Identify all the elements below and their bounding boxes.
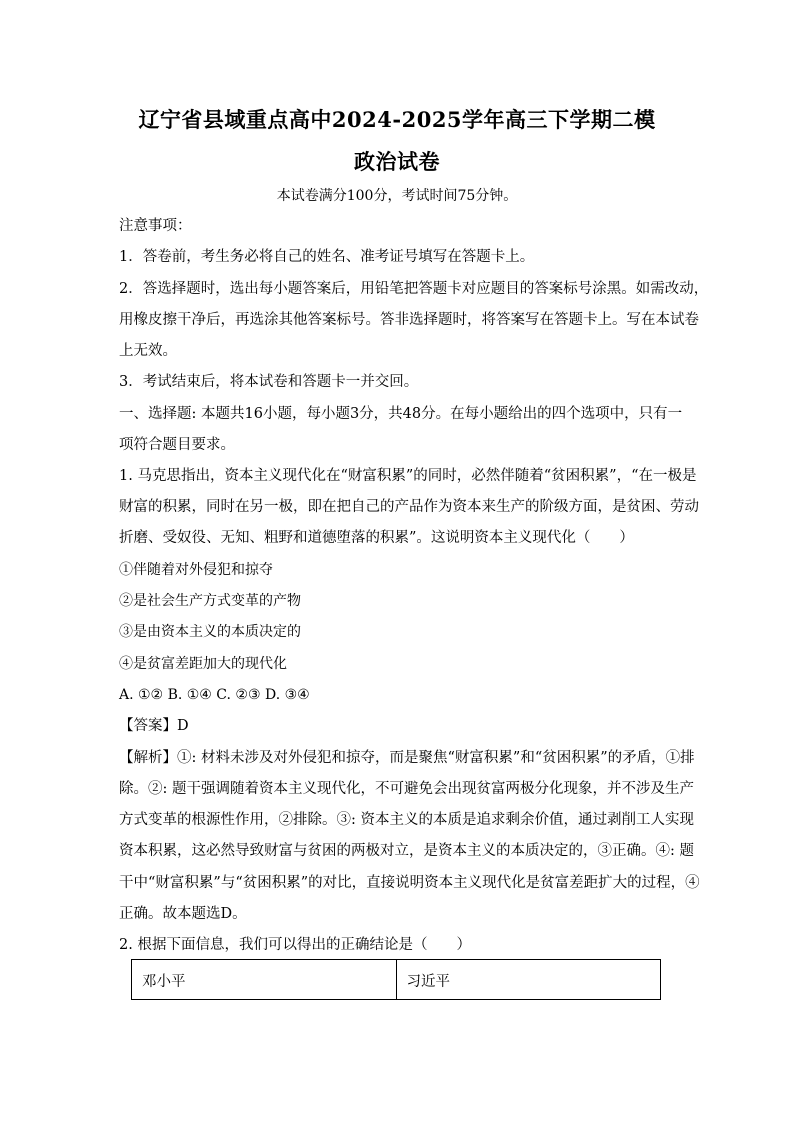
question-1-option-1: ①伴随着对外侵犯和掠夺 bbox=[119, 562, 273, 578]
question-1-answer: 【答案】D bbox=[119, 718, 189, 734]
question-1-explanation-line-6: 正确。故本题选D。 bbox=[119, 906, 247, 922]
section-heading-line-1: 一、选择题: 本题共16小题，每小题3分，共48分。在每小题给出的四个选项中，只有一 bbox=[119, 406, 683, 422]
question-1-explanation-line-3: 方式变革的根源性作用，②排除。③: 资本主义的本质是追求剩余价值，通过剥削工人实现 bbox=[119, 812, 694, 828]
table-cell-deng-xiaoping: 邓小平 bbox=[142, 974, 186, 990]
note-item-1: 1．答卷前，考生务必将自己的姓名、准考证号填写在答题卡上。 bbox=[119, 249, 535, 265]
table-cell-xi-jinping: 习近平 bbox=[396, 960, 661, 999]
question-2-table bbox=[131, 959, 661, 1000]
note-item-2-line-1: 2．答选择题时，选出每小题答案后，用铅笔把答题卡对应题目的答案标号涂黑。如需改动， bbox=[119, 281, 709, 297]
question-2-stem: 2. 根据下面信息，我们可以得出的正确结论是（ ） bbox=[119, 937, 471, 953]
question-1-explanation-line-2: 除。②: 题干强调随着资本主义现代化，不可避免会出现贫富两极分化现象，并不涉及生产 bbox=[119, 781, 694, 797]
question-1-explanation-line-1: 【解析】①: 材料未涉及对外侵犯和掠夺，而是聚焦“财富积累”和“贫困积累”的矛盾，①排 bbox=[119, 750, 695, 766]
note-item-2-line-2: 用橡皮擦干净后，再选涂其他答案标号。答非选择题时，将答案写在答题卡上。写在本试卷 bbox=[119, 312, 699, 328]
exam-info: 本试卷满分100分，考试时间75分钟。 bbox=[276, 188, 518, 204]
question-1-option-2: ②是社会生产方式变革的产物 bbox=[119, 593, 301, 609]
note-item-2-line-3: 上无效。 bbox=[119, 343, 177, 359]
question-1-choices: A. ①② B. ①④ C. ②③ D. ③④ bbox=[119, 687, 310, 703]
note-item-3: 3．考试结束后，将本试卷和答题卡一并交回。 bbox=[119, 374, 419, 390]
question-1-stem-line-3: 折磨、受奴役、无知、粗野和道德堕落的积累”。这说明资本主义现代化（ ） bbox=[119, 530, 634, 546]
question-1-stem-line-1: 1. 马克思指出，资本主义现代化在“财富积累”的同时，必然伴随着“贫困积累”，“在一极是 bbox=[119, 468, 697, 484]
question-1-option-3: ③是由资本主义的本质决定的 bbox=[119, 624, 301, 640]
document-subject-title: 政治试卷 bbox=[354, 149, 440, 174]
section-heading-line-2: 项符合题目要求。 bbox=[119, 437, 235, 453]
question-1-explanation-line-4: 资本积累，这必然导致财富与贫困的两极对立，是资本主义的本质决定的，③正确。④: 题 bbox=[119, 843, 694, 859]
notes-heading: 注意事项： bbox=[119, 218, 192, 234]
question-1-explanation-line-5: 干中“财富积累”与“贫困积累”的对比，直接说明资本主义现代化是贫富差距扩大的过程，④ bbox=[119, 875, 700, 891]
document-title: 辽宁省县域重点高中2024-2025学年高三下学期二模 bbox=[138, 107, 656, 132]
question-1-option-4: ④是贫富差距加大的现代化 bbox=[119, 656, 287, 672]
question-1-stem-line-2: 财富的积累，同时在另一极，即在把自己的产品作为资本来生产的阶级方面，是贫困、劳动 bbox=[119, 499, 699, 515]
